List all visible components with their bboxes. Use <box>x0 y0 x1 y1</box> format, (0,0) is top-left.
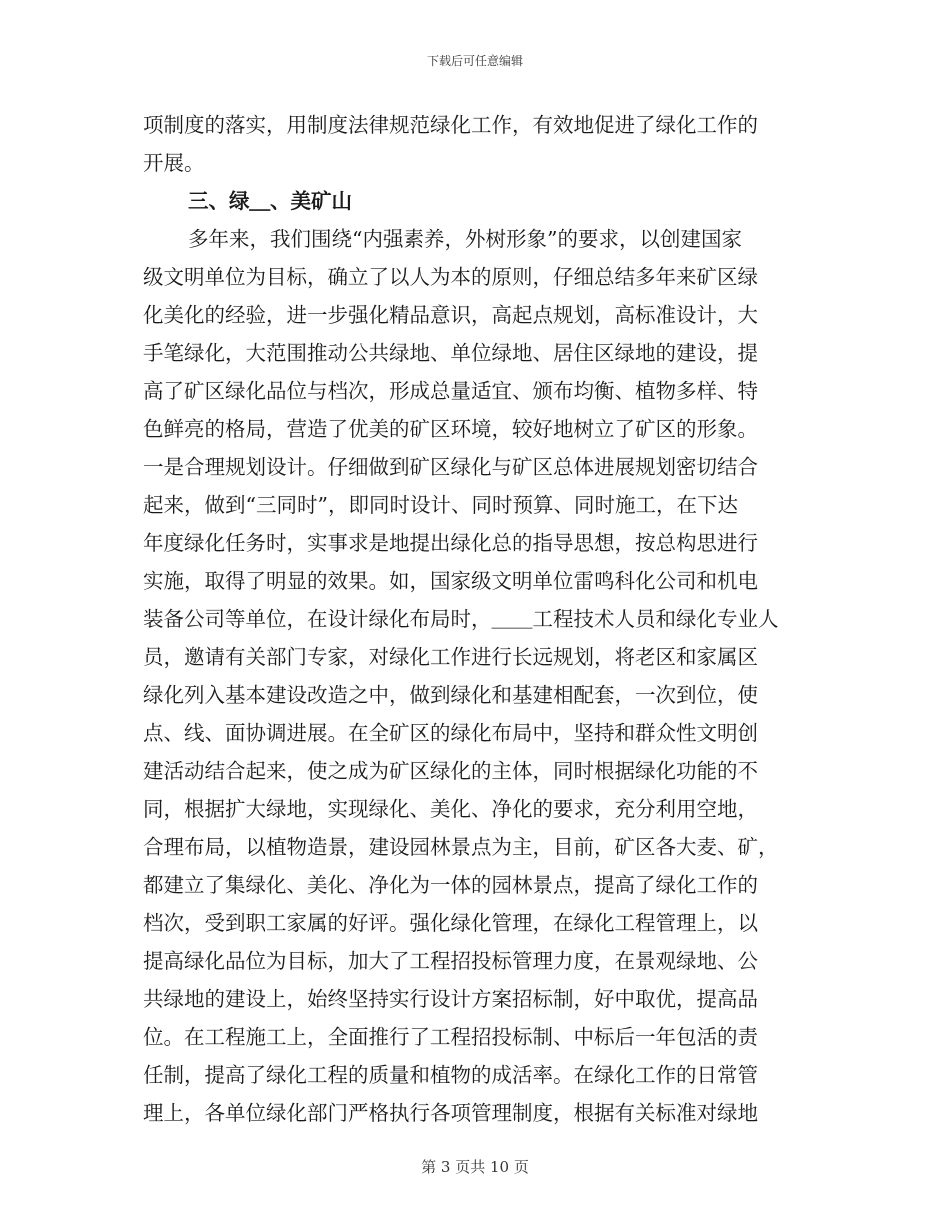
paragraph-first-line: 多年来，我们围绕“内强素养，外树形象”的要求，以创建国家 <box>188 227 742 251</box>
body-line: 任制，提高了绿化工程的质量和植物的成活率。在绿化工作的日常管 <box>143 1063 758 1087</box>
page-footer: 第 3 页共 10 页 <box>421 1158 529 1176</box>
document-body <box>143 106 808 1132</box>
page-header: 下载后可任意编辑 <box>426 54 523 68</box>
body-line: 色鲜亮的格局，营造了优美的矿区环境，较好地树立了矿区的形象。 <box>143 417 758 441</box>
body-line: 同，根据扩大绿地，实现绿化、美化、净化的要求，充分利用空地， <box>143 797 758 821</box>
body-line: 项制度的落实，用制度法律规范绿化工作，有效地促进了绿化工作的 <box>143 113 758 137</box>
body-line: 位。在工程施工上，全面推行了工程招投标制、中标后一年包活的责 <box>143 1025 758 1049</box>
body-line: 装备公司等单位，在设计绿化布局时，＿＿工程技术人员和绿化专业人 <box>143 607 779 631</box>
body-line: 提高绿化品位为目标，加大了工程招投标管理力度，在景观绿地、公 <box>143 949 758 973</box>
body-line: 实施，取得了明显的效果。如，国家级文明单位雷鸣科化公司和机电 <box>143 569 758 593</box>
body-line: 年度绿化任务时，实事求是地提出绿化总的指导思想，按总构思进行 <box>143 531 758 555</box>
body-line: 理上，各单位绿化部门严格执行各项管理制度，根据有关标准对绿地 <box>143 1101 758 1125</box>
body-line: 手笔绿化，大范围推动公共绿地、单位绿地、居住区绿地的建设，提 <box>143 341 758 365</box>
body-line: 开展。 <box>143 151 205 175</box>
body-line: 都建立了集绿化、美化、净化为一体的园林景点，提高了绿化工作的 <box>143 873 758 897</box>
body-line: 员，邀请有关部门专家，对绿化工作进行长远规划，将老区和家属区 <box>143 645 758 669</box>
body-line: 档次，受到职工家属的好评。强化绿化管理，在绿化工程管理上，以 <box>143 911 758 935</box>
section-heading: 三、绿＿、美矿山 <box>188 189 352 213</box>
body-line: 合理布局，以植物造景，建设园林景点为主，目前，矿区各大麦、矿， <box>143 835 779 859</box>
body-line: 化美化的经验，进一步强化精品意识，高起点规划，高标准设计，大 <box>143 303 758 327</box>
body-line: 共绿地的建设上，始终坚持实行设计方案招标制，好中取优，提高品 <box>143 987 758 1011</box>
body-line: 起来，做到“三同时”，即同时设计、同时预算、同时施工，在下达 <box>143 493 738 517</box>
body-line: 高了矿区绿化品位与档次，形成总量适宜、颁布均衡、植物多样、特 <box>143 379 758 403</box>
body-line: 建活动结合起来，使之成为矿区绿化的主体，同时根据绿化功能的不 <box>143 759 758 783</box>
body-line: 一是合理规划设计。仔细做到矿区绿化与矿区总体进展规划密切结合 <box>143 455 758 479</box>
body-line: 点、线、面协调进展。在全矿区的绿化布局中，坚持和群众性文明创 <box>143 721 758 745</box>
body-line: 级文明单位为目标，确立了以人为本的原则，仔细总结多年来矿区绿 <box>143 265 758 289</box>
body-line: 绿化列入基本建设改造之中，做到绿化和基建相配套，一次到位，使 <box>143 683 758 707</box>
